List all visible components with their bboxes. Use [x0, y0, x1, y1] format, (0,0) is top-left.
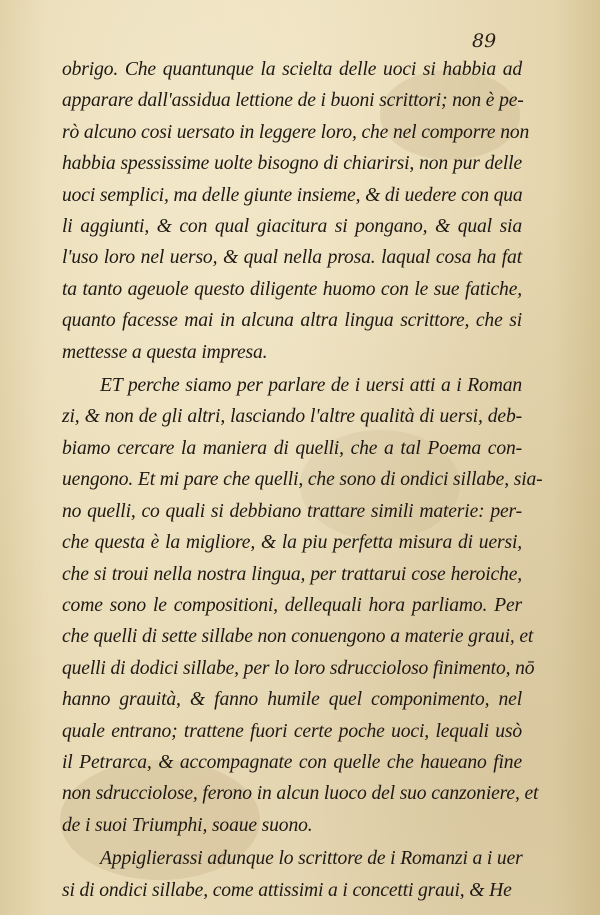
text-line: quale entrano; trattene fuori certe poche uoci, lequali usò — [62, 720, 522, 742]
text-line: ta tanto ageuole questo diligente huomo con le sue fatiche, — [62, 278, 522, 300]
text-line: che si troui nella nostra lingua, per trattarui cose heroiche, — [62, 563, 522, 585]
text-line: biamo cercare la maniera di quelli, che a tal Poema con- — [62, 437, 522, 459]
text-line: ET perche siamo per parlare de i uersi atti a i Roman — [100, 375, 522, 397]
text-line: quanto facesse mai in alcuna altra lingua scrittore, che si — [62, 310, 522, 332]
page-body — [62, 54, 543, 906]
page-number: 89 — [472, 30, 497, 52]
paragraph — [62, 843, 522, 906]
text-line: mettesse a questa impresa. — [62, 341, 268, 363]
text-line: de i suoi Triumphi, soaue suono. — [62, 814, 313, 836]
text-line: che quelli di sette sillabe non conuengono a materie graui, et — [62, 626, 534, 648]
text-line: non sdrucciolose, ferono in alcun luoco del suo canzoniere, et — [62, 783, 539, 805]
text-line: l'uso loro nel uerso, & qual nella prosa. laqual cosa ha fat — [62, 247, 522, 269]
text-line: quelli di dodici sillabe, per lo loro sdruccioloso finimento, nō — [62, 657, 535, 679]
text-line: il Petrarca, & accompagnate con quelle che haueano fine — [62, 751, 522, 773]
text-line: come sono le compositioni, dellequali hora parliamo. Per — [62, 594, 522, 616]
text-line: zi, & non de gli altri, lasciando l'altre qualità di uersi, deb- — [62, 406, 522, 428]
paragraph — [62, 54, 530, 368]
text-line: apparare dall'assidua lettione de i buoni scrittori; non è pe- — [62, 90, 524, 112]
text-line: uengono. Et mi pare che quelli, che sono di ondici sillabe, sia- — [62, 469, 543, 491]
text-line: hanno grauità, & fanno humile quel componimento, nel — [62, 689, 522, 711]
text-line: si di ondici sillabe, come attissimi a i concetti graui, & He — [62, 879, 512, 901]
text-line: rò alcuno cosi uersato in leggere loro, che nel comporre non — [62, 121, 530, 143]
paragraph — [62, 370, 543, 841]
text-line: habbia spessissime uolte bisogno di chiarirsi, non pur delle — [62, 153, 522, 175]
text-line: Appiglierassi adunque lo scrittore de i Romanzi a i uer — [100, 848, 523, 870]
text-line: uoci semplici, ma delle giunte insieme, & di uedere con qua — [62, 184, 523, 206]
text-line: li aggiunti, & con qual giacitura si pongano, & qual sia — [62, 216, 522, 238]
text-line: che questa è la migliore, & la piu perfetta misura di uersi, — [62, 532, 522, 554]
text-line: no quelli, co quali si debbiano trattare simili materie: per- — [62, 500, 522, 522]
text-line: obrigo. Che quantunque la scielta delle uoci si habbia ad — [62, 59, 522, 80]
